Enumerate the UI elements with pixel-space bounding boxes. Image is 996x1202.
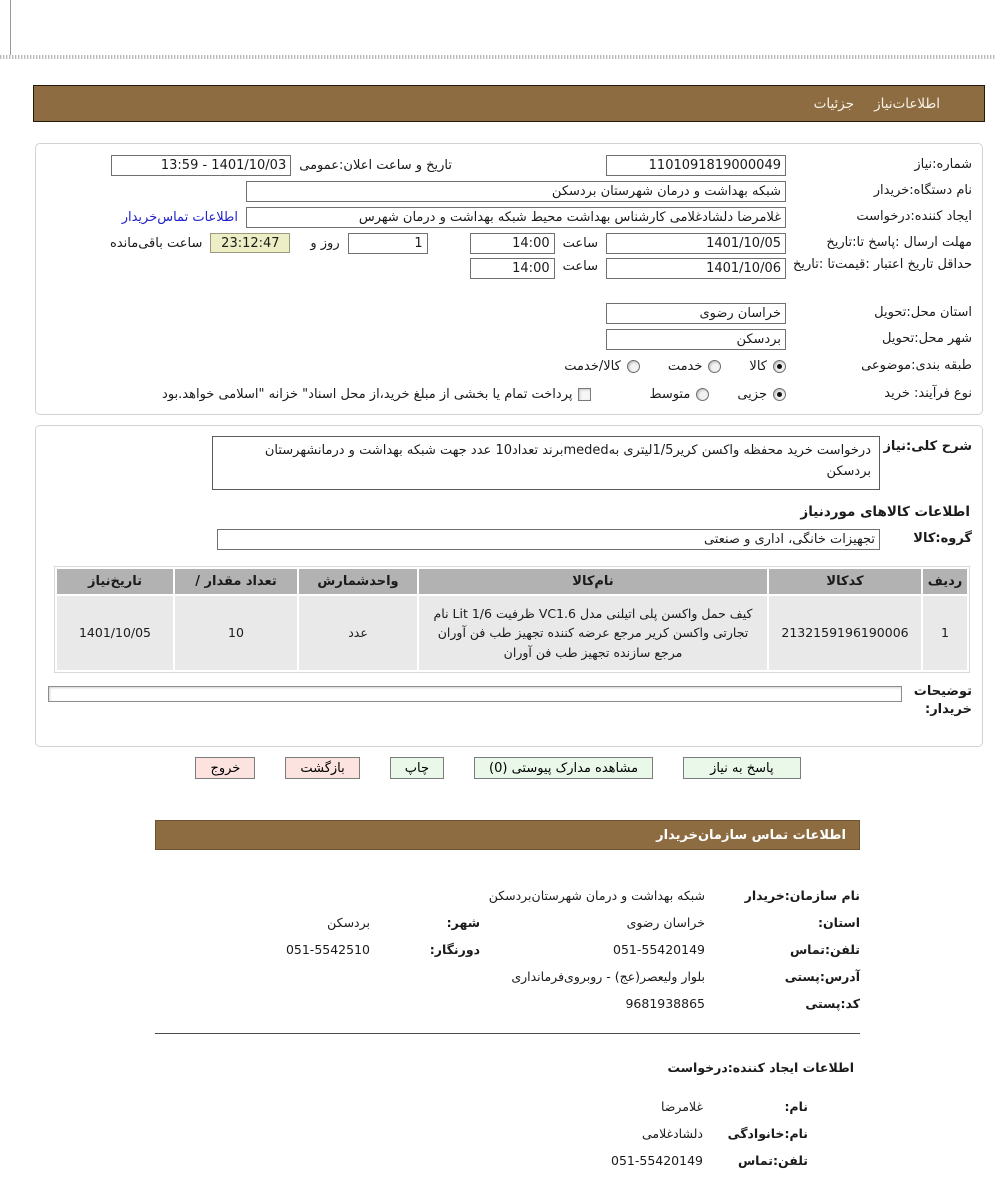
process-type-row <box>46 380 972 408</box>
section-divider <box>155 1033 860 1034</box>
price-validity-label: حداقل تاریخ اعتبار :قیمت‌تا :تاریخ <box>792 257 972 272</box>
classification-row <box>46 352 972 380</box>
col-need-date: تاریخ‌نیاز <box>57 569 173 594</box>
process-type-label: نوع فرآیند: خرید <box>884 385 972 401</box>
creator-info-grid <box>155 1093 860 1174</box>
validity-date-field[interactable]: 1401/10/06 <box>606 258 786 279</box>
goods-group-label: گروه:کالا <box>913 530 972 546</box>
postal-address-value: بلوار ولیعصر(عج) - روبروی‌فرمانداری <box>511 969 705 984</box>
postal-address-label: آدرس:پستی <box>784 969 860 984</box>
need-number-row <box>46 152 972 178</box>
radio-petty-icon[interactable] <box>773 388 786 401</box>
radio-goods-icon[interactable] <box>773 360 786 373</box>
respond-to-need-button[interactable]: پاسخ به نیاز <box>683 757 801 779</box>
creator-info-heading: اطلاعات ایجاد کننده:درخواست <box>667 1060 854 1075</box>
items-table-wrapper <box>54 566 970 673</box>
contact-phone-value: 051-55420149 <box>613 942 705 957</box>
col-unit: واحدشمارش <box>299 569 417 594</box>
city-value: بردسکن <box>327 915 370 930</box>
deadline-hour-label: ساعت <box>562 235 598 251</box>
need-description-textarea[interactable]: درخواست خرید محفظه واکسن کریر1/5لیتری بهmededبرند تعداد10 عدد جهت شبکه بهداشت و درمانشهرستان بردسکن <box>212 436 880 490</box>
col-item-code: کدکالا <box>769 569 921 594</box>
buyer-org-label: نام دستگاه:خریدار <box>873 182 972 198</box>
postal-code-label: کد:پستی <box>805 996 860 1011</box>
buyer-org-row <box>46 178 972 204</box>
buyer-contact-section <box>155 820 860 1174</box>
validity-time-field[interactable]: 14:00 <box>470 258 555 279</box>
province-label: استان: <box>817 915 860 930</box>
buyer-contact-title-bar: اطلاعات تماس سازمان‌خریدار <box>155 820 860 850</box>
first-name-label: نام: <box>784 1099 808 1114</box>
radio-goods-service-icon[interactable] <box>627 360 640 373</box>
action-buttons-row <box>0 757 996 779</box>
goods-group-field[interactable]: تجهیزات خانگی، اداری و صنعتی <box>217 529 880 550</box>
buyer-contact-link[interactable]: اطلاعات تماس‌خریدار <box>121 209 238 225</box>
cell-item-code: 2132159196190006 <box>769 596 921 670</box>
col-item-name: نام‌کالا <box>419 569 767 594</box>
contact-phone-label: تلفن:تماس <box>789 942 860 957</box>
print-button[interactable]: چاپ <box>390 757 444 779</box>
deadline-time-field[interactable]: 14:00 <box>470 233 555 254</box>
process-option-medium[interactable] <box>649 387 709 402</box>
request-creator-field[interactable]: غلامرضا دلشادغلامی کارشناس بهداشت محیط شبکه بهداشت و درمان شهرس <box>246 207 786 228</box>
tab-need-info[interactable]: اطلاعات‌نیاز <box>874 95 940 112</box>
delivery-province-label: استان محل:تحویل <box>874 304 972 320</box>
cell-quantity: 10 <box>175 596 297 670</box>
items-table-header-row <box>57 569 967 594</box>
classification-option-service[interactable] <box>668 359 722 374</box>
request-creator-label: ایجاد کننده:درخواست <box>856 208 972 224</box>
delivery-province-row <box>46 300 972 326</box>
need-number-label: شماره:نیاز <box>914 156 972 172</box>
delivery-province-field[interactable]: خراسان رضوی <box>606 303 786 324</box>
announce-datetime-field[interactable]: 13:59 - 1401/10/03 <box>111 155 291 176</box>
header-tab-bar <box>33 85 985 122</box>
col-quantity: تعداد مقدار / <box>175 569 297 594</box>
cell-row-number: 1 <box>923 596 967 670</box>
org-name-label: نام سازمان:خریدار <box>744 888 860 903</box>
validity-hour-label: ساعت <box>562 259 598 274</box>
delivery-city-field[interactable]: بردسکن <box>606 329 786 350</box>
col-row-number: ردیف <box>923 569 967 594</box>
classification-option-goods-service[interactable] <box>564 359 640 374</box>
radio-petty-label: جزیی <box>737 386 767 402</box>
postal-code-value: 9681938865 <box>625 996 705 1011</box>
buyer-org-field[interactable]: شبکه بهداشت و درمان شهرستان بردسکن <box>246 181 786 202</box>
delivery-city-row <box>46 326 972 352</box>
remaining-hours-label: ساعت باقی‌مانده <box>110 235 203 251</box>
price-validity-row <box>46 256 972 300</box>
fax-label: دورنگار: <box>429 942 480 957</box>
creator-phone-value: 051-55420149 <box>611 1153 703 1168</box>
need-info-section <box>35 143 983 415</box>
radio-service-label: خدمت <box>667 358 703 374</box>
request-creator-row <box>46 204 972 230</box>
treasury-label: پرداخت تمام یا بخشی از مبلغ خرید،از محل اسناد" خزانه "اسلامی خواهد.بود <box>162 386 573 402</box>
org-name-value: شبکه بهداشت و درمان شهرستان‌بردسکن <box>488 888 705 903</box>
announce-datetime-label: تاریخ و ساعت اعلان:عمومی <box>299 157 452 173</box>
top-left-divider <box>10 0 11 55</box>
goods-group-row <box>46 526 972 552</box>
province-value: خراسان رضوی <box>626 915 705 930</box>
creator-phone-label: تلفن:تماس <box>737 1153 808 1168</box>
delivery-city-label: شهر محل:تحویل <box>882 330 972 346</box>
table-row <box>57 596 967 670</box>
family-name-label: نام:خانوادگی <box>727 1126 808 1141</box>
treasury-checkbox-option[interactable] <box>162 387 591 402</box>
items-table <box>55 567 969 672</box>
back-button[interactable]: بازگشت <box>285 757 359 779</box>
classification-option-goods[interactable] <box>749 359 786 374</box>
response-deadline-label: مهلت ارسال :پاسخ تا:تاریخ <box>826 234 972 250</box>
family-name-value: دلشادغلامی <box>641 1126 703 1141</box>
tab-details[interactable]: جزئیات <box>813 95 855 112</box>
need-number-field[interactable]: 1101091819000049 <box>606 155 786 176</box>
need-details-section <box>35 425 983 747</box>
items-info-heading: اطلاعات کالاهای موردنیاز <box>800 504 970 520</box>
days-label: روز و <box>310 235 340 251</box>
treasury-checkbox-icon[interactable] <box>578 388 591 401</box>
exit-button[interactable]: خروج <box>195 757 255 779</box>
first-name-value: غلامرضا <box>660 1099 703 1114</box>
classification-label: طبقه بندی:موضوعی <box>861 357 972 373</box>
remaining-days-field[interactable]: 1 <box>348 233 428 254</box>
need-description-row <box>46 434 972 490</box>
buyer-remarks-row <box>46 683 972 718</box>
cell-need-date: 1401/10/05 <box>57 596 173 670</box>
cell-unit: عدد <box>299 596 417 670</box>
fax-value: 051-5542510 <box>285 942 370 957</box>
buyer-contact-grid <box>155 882 860 1017</box>
need-description-label: شرح کلی:نیاز <box>883 439 972 454</box>
buyer-remarks-input[interactable] <box>48 686 902 702</box>
radio-medium-icon[interactable] <box>696 388 709 401</box>
buyer-remarks-label: توضیحات خریدار: <box>913 684 972 717</box>
countdown-timer: 23:12:47 <box>210 233 290 253</box>
radio-medium-label: متوسط <box>649 386 691 402</box>
process-option-petty[interactable] <box>737 387 786 402</box>
radio-service-icon[interactable] <box>708 360 721 373</box>
deadline-date-field[interactable]: 1401/10/05 <box>606 233 786 254</box>
city-label: شهر: <box>446 915 480 930</box>
view-attachments-button[interactable]: مشاهده مدارک پیوستی (0) <box>474 757 653 779</box>
radio-goods-service-label: کالا/خدمت <box>564 358 621 374</box>
radio-goods-label: کالا <box>749 358 767 374</box>
top-dotted-divider <box>0 55 996 59</box>
response-deadline-row <box>46 230 972 256</box>
cell-item-name: کیف حمل واکسن پلی اتیلنی مدل VC1.6 ظرفیت 1/6 Lit نام تجارتی واکسن کریر مرجع عرضه کننده تجهیز طب فن آوران مرجع سازنده تجهیز طب فن آوران <box>419 596 767 670</box>
